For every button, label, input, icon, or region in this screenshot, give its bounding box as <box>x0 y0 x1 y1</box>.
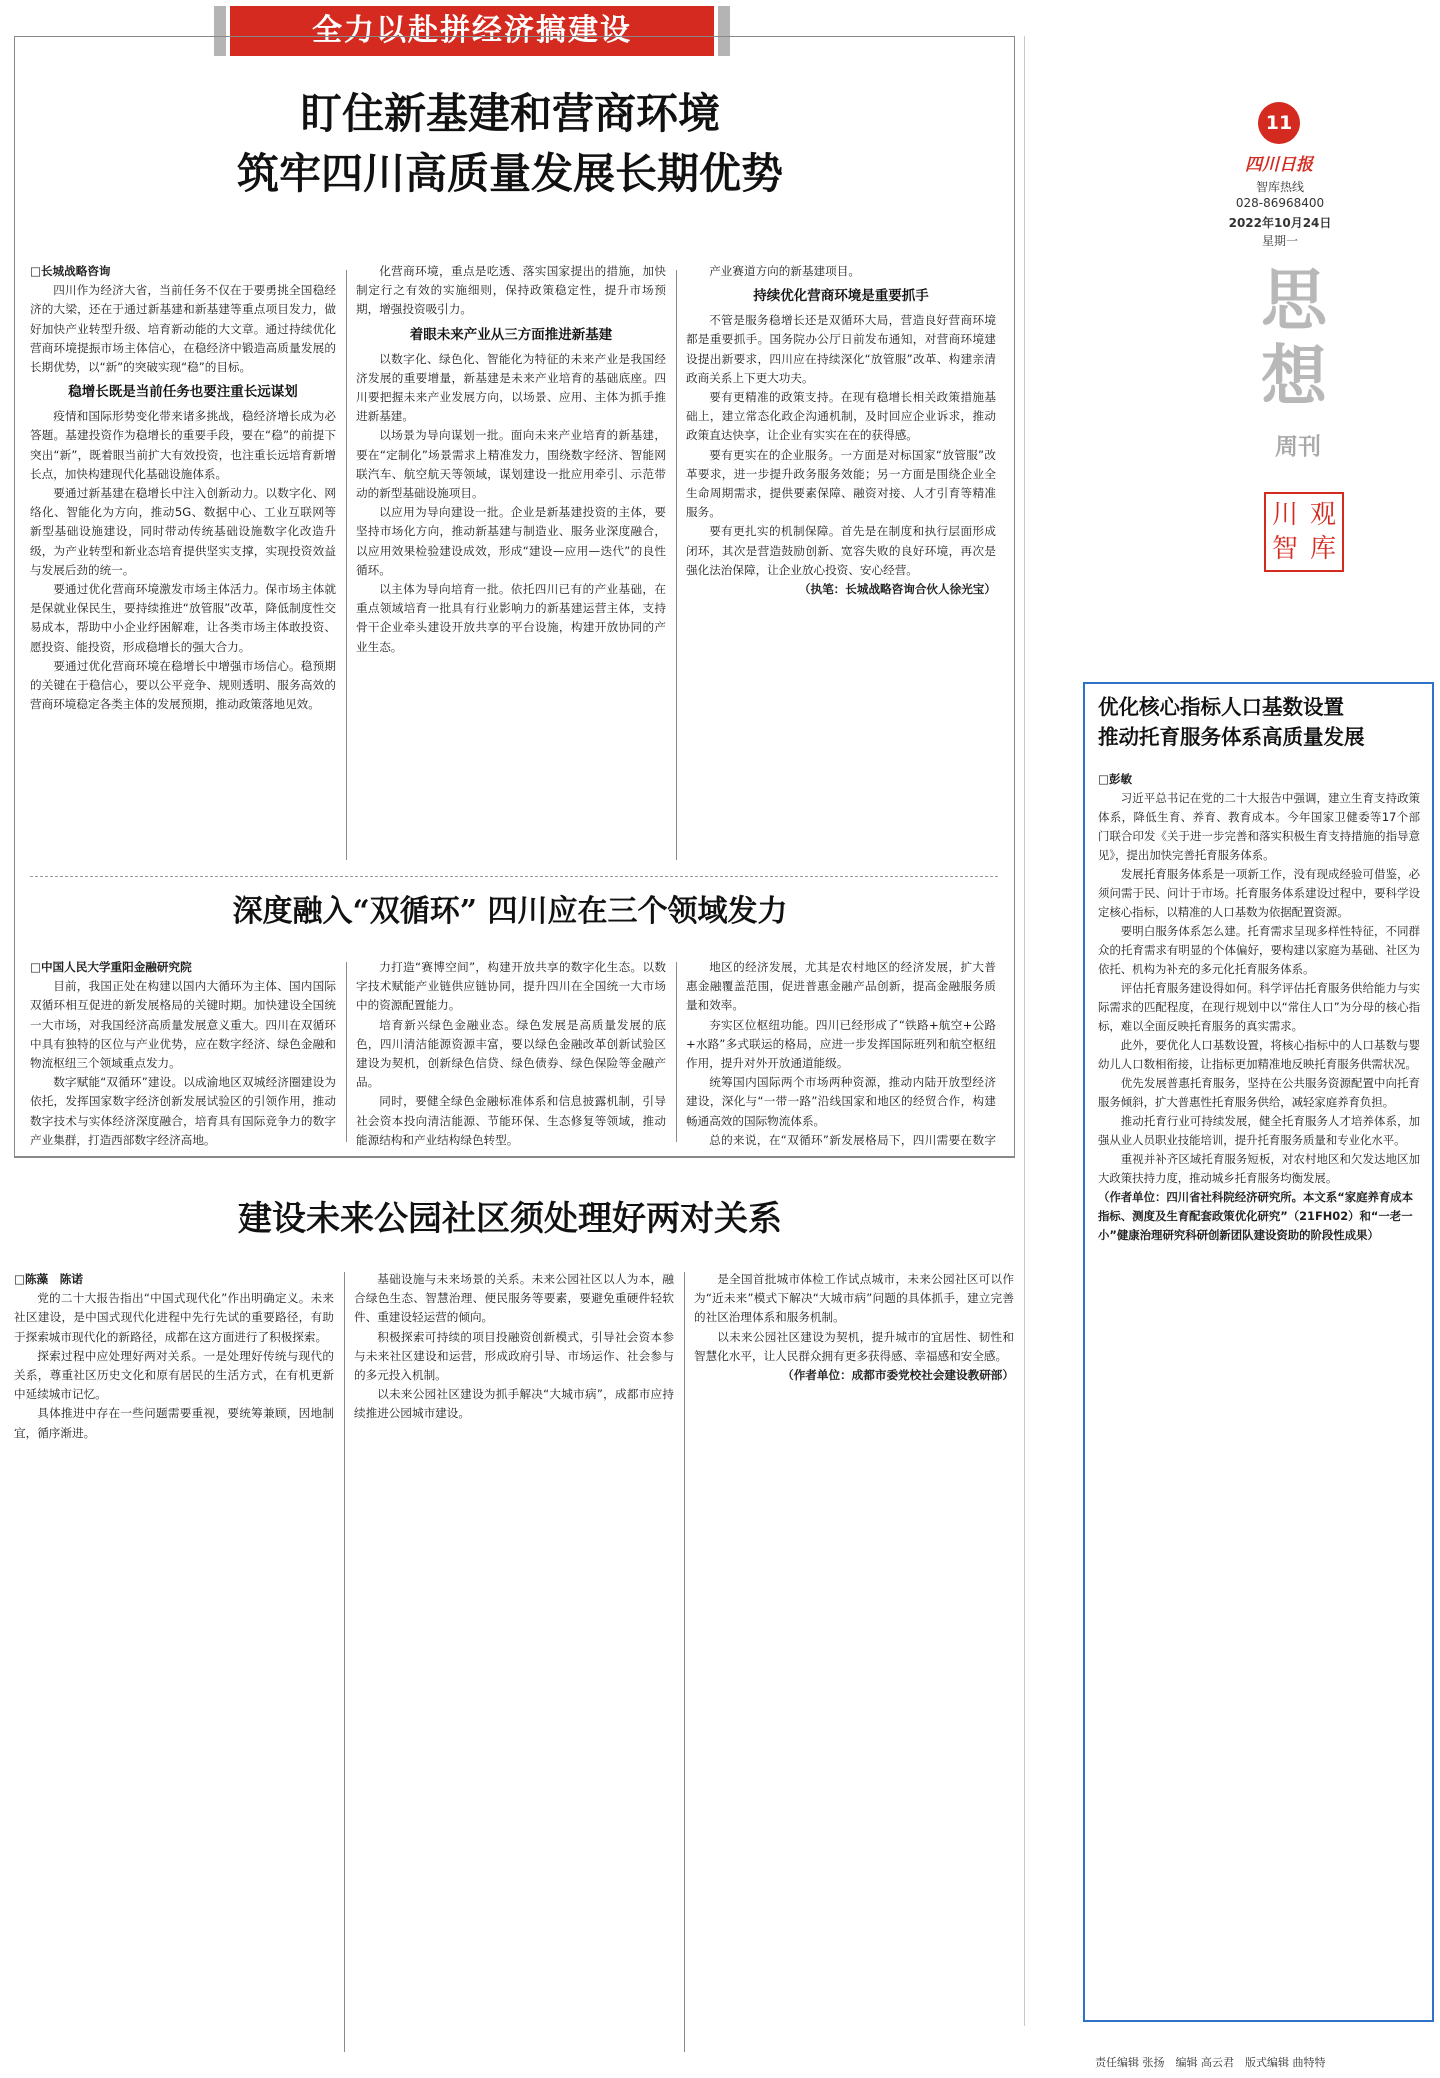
article3-column-2 <box>354 1270 674 2060</box>
article1-paragraph: 要通过优化营商环境在稳增长中增强市场信心。稳预期的关键在于稳信心，要以公平竞争、规则透明、服务高效的营商环境稳定各类主体的发展预期，推动政策落地见效。 <box>30 658 336 712</box>
article1-paragraph: 要通过优化营商环境激发市场主体活力。保市场主体就是保就业保民生，要持续推进“放管服”改革，降低制度性交易成本，帮助中小企业纾困解难，让各类市场主体敢投资、愿投资、能投资，形成稳增长的强大合力。 <box>30 582 336 654</box>
article2-paragraph: 培育新兴绿色金融业态。绿色发展是高质量发展的底色，四川清洁能源资源丰富，要以绿色金融改革创新试验区建设为契机，创新绿色信贷、绿色债券、绿色保险等金融产品。 <box>356 1017 666 1090</box>
article1-subheading: 稳增长既是当前任务也要注重长远谋划 <box>68 384 298 401</box>
article1-column-1 <box>30 262 336 870</box>
article1-paragraph: 化营商环境，重点是吃透、落实国家提出的措施，加快制定行之有效的实施细则，保持政策稳定性，提升市场预期，增强投资吸引力。 <box>356 264 666 317</box>
issue-date: 2022年10月24日 <box>1228 216 1332 230</box>
weekly-title: 思想 <box>1261 261 1327 415</box>
article1-paragraph: 四川作为经济大省，当前任务不仅在于要勇挑全国稳经济的大梁，还在于通过新基建和新基建等重点项目发力，做好加快产业转型升级、培育新动能的大文章。通过持续优化营商环境提振市场主体信心，在稳经济中锻造高质量发展的长期优势，以“新”的突破实现“稳”的目标。 <box>30 283 336 375</box>
article2-byline: □中国人民大学重阳金融研究院 <box>30 960 192 974</box>
article1-paragraph: 以主体为导向培育一批。依托四川已有的产业基础，在重点领域培育一批具有行业影响力的新基建运营主体，支持骨干企业牵头建设开放共享的平台设施，构建开放协同的产业生态。 <box>356 582 666 654</box>
hotline-label: 智库热线 <box>1255 180 1304 194</box>
article1-paragraph: 要有更精准的政策支持。在现有稳增长相关政策措施基础上，建立常态化政企沟通机制，及时回应企业诉求，推动政策直达快享，让企业有实实在在的获得感。 <box>686 390 996 443</box>
masthead-divider <box>1024 36 1025 2026</box>
article1-headline-line1: 盯住新基建和营商环境 <box>299 89 720 138</box>
article1-paragraph: 要有更扎实的机制保障。首先是在制度和执行层面形成闭环，其次是营造鼓励创新、宽容失败的良好环境，再次是强化法治保障，让企业放心投资、安心经营。 <box>686 524 996 577</box>
article3-paragraph: 基础设施与未来场景的关系。未来公园社区以人为本，融合绿色生态、智慧治理、便民服务等要素，要避免重硬件轻软件、重建设轻运营的倾向。 <box>354 1272 674 1325</box>
article2-column-2 <box>356 958 666 1148</box>
article1-paragraph: 以场景为导向谋划一批。面向未来产业培育的新基建，要在“定制化”场景需求上精准发力，围绕数字经济、智能网联汽车、航空航天等领域，谋划建设一批应用牵引、示范带动的新型基础设施项目。 <box>356 428 666 501</box>
article3-paragraph: 探索过程中应处理好两对关系。一是处理好传统与现代的关系，尊重社区历史文化和原有居民的生活方式，在有机更新中延续城市记忆。 <box>14 1348 334 1402</box>
article3-paragraph: 积极探索可持续的项目投融资创新模式，引导社会资本参与未来社区建设和运营，形成政府引导、市场运作、社会参与的多元投入机制。 <box>354 1329 674 1383</box>
main-frame-left <box>14 36 15 1156</box>
section-banner <box>230 6 714 56</box>
article3-author-note: （作者单位：成都市委党校社会建设教研部） <box>782 1368 1014 1383</box>
article2-paragraph: 目前，我国正处在构建以国内大循环为主体、国内国际双循环相互促进的新发展格局的关键时期。加快建设全国统一大市场，对我国经济高质量发展意义重大。四川在双循环中具有独特的区位与产业优势，应在数字经济、绿色金融和物流枢纽三个领域重点发力。 <box>30 979 336 1071</box>
column-divider <box>676 962 677 1142</box>
article3-column-3 <box>694 1270 1014 2060</box>
article1-author-note: （执笔：长城战略咨询合伙人徐光宝） <box>798 582 996 597</box>
article3-headline: 建设未来公园社区须处理好两对关系 <box>238 1199 782 1239</box>
article1-headline-line2: 筑牢四川高质量发展长期优势 <box>236 149 783 198</box>
article3-paragraph: 具体推进中存在一些问题需要重视，要统筹兼顾，因地制宜，循序渐进。 <box>14 1406 334 1440</box>
article1-subheading: 着眼未来产业从三方面推进新基建 <box>409 326 613 343</box>
article1-paragraph: 要通过新基建在稳增长中注入创新动力。以数字化、网络化、智能化为方向，推动5G、数据中心、工业互联网等新型基础设施建设，同时带动传统基础设施数字化改造升级，为产业转型和新业态培育提供坚实支撑，实现投资效益与发展后劲的统一。 <box>30 486 336 577</box>
column-divider <box>346 270 347 860</box>
article2-paragraph: 夯实区位枢纽功能。四川已经形成了“铁路+航空+公路+水路”多式联运的格局，应进一步发挥国际班列和航空枢纽作用，提升对外开放通道能级。 <box>686 1017 996 1071</box>
article-separator <box>30 876 998 877</box>
side-article-paragraph: 评估托育服务建设得如何。科学评估托育服务供给能力与实际需求的匹配程度，在现行规划中以“常住人口”为分母的核心指标，难以全面反映托育服务的真实需求。 <box>1098 981 1420 1033</box>
weekly-subtitle: 周刊 <box>1275 434 1321 460</box>
article2-paragraph: 总的来说，在“双循环”新发展格局下，四川需要在数字 <box>709 1132 996 1147</box>
article2-headline: 深度融入“双循环” 四川应在三个领域发力 <box>232 894 788 929</box>
side-article-body <box>1098 770 1420 2014</box>
column-logo-char: 智 <box>1271 534 1298 564</box>
article2-column-3 <box>686 958 996 1148</box>
side-article-author-note: （作者单位：四川省社科院经济研究所。本文系“家庭养育成本指标、测度及生育配套政策优化研究”（21FH02）和“一老一小”健康治理研究科研创新团队建设资助的阶段性成果） <box>1098 1190 1414 1242</box>
hotline-number: 028-86968400 <box>1235 196 1325 210</box>
editor-credits: 责任编辑 张扬 编辑 高云君 版式编辑 曲特特 <box>1095 2056 1326 2069</box>
column-logo-char: 库 <box>1309 534 1336 564</box>
article3-paragraph: 以未来公园社区建设为契机，提升城市的宜居性、韧性和智慧化水平，让人民群众拥有更多获得感、幸福感和安全感。 <box>694 1329 1014 1363</box>
article2-paragraph: 数字赋能“双循环”建设。以成渝地区双城经济圈建设为依托，发挥国家数字经济创新发展试验区的引领作用，推动数字技术与实体经济深度融合，培育具有国际竞争力的数字产业集群，打造西部数字经济高地。 <box>30 1075 336 1147</box>
side-article-title-line2: 推动托育服务体系高质量发展 <box>1098 725 1365 749</box>
article3-column-1 <box>14 1270 334 2060</box>
article3-paragraph: 党的二十大报告指出“中国式现代化”作出明确定义。未来社区建设，是中国式现代化进程中先行先试的重要路径，有助于探索城市现代化的新路径，成都在这方面进行了积极探索。 <box>14 1291 334 1344</box>
side-article-byline: □彭敏 <box>1098 772 1133 786</box>
article3-paragraph: 以未来公园社区建设为抓手解决“大城市病”，成都市应持续推进公园城市建设。 <box>354 1387 674 1421</box>
side-article-paragraph: 重视并补齐区域托育服务短板，对农村地区和欠发达地区加大政策扶持力度，推动城乡托育服务均衡发展。 <box>1098 1152 1420 1185</box>
side-article-paragraph: 此外，要优化人口基数设置，将核心指标中的人口基数与婴幼儿人口数相衔接，让指标更加精准地反映托育服务供需状况。 <box>1098 1038 1420 1071</box>
article1-byline: □长城战略咨询 <box>30 264 111 278</box>
article1-paragraph: 产业赛道方向的新基建项目。 <box>709 264 860 278</box>
article1-subheading: 持续优化营商环境是重要抓手 <box>753 288 929 305</box>
newspaper-logo: 四川日报 <box>1245 155 1313 175</box>
article1-paragraph: 不管是服务稳增长还是双循环大局，营造良好营商环境都是重要抓手。国务院办公厅日前发布通知，对营商环境建设提出新要求，四川应在持续深化“放管服”改革、构建亲清政商关系上下更大功夫。 <box>686 313 996 385</box>
page-number-badge: 11 <box>1258 102 1300 144</box>
article1-column-2 <box>356 262 666 870</box>
article2-paragraph: 地区的经济发展，尤其是农村地区的经济发展，扩大普惠金融覆盖范围，促进普惠金融产品创新，提高金融服务质量和效率。 <box>686 960 996 1013</box>
side-article-paragraph: 优先发展普惠托育服务，坚持在公共服务资源配置中向托育服务倾斜，扩大普惠性托育服务供给，减轻家庭养育负担。 <box>1098 1076 1420 1109</box>
side-article-paragraph: 推动托育行业可持续发展，健全托育服务人才培养体系，加强从业人员职业技能培训，提升托育服务质量和专业化水平。 <box>1098 1114 1420 1147</box>
article3-byline: □陈藻 陈诺 <box>14 1272 83 1286</box>
article2-column-1 <box>30 958 336 1148</box>
article2-paragraph: 统筹国内国际两个市场两种资源，推动内陆开放型经济建设，深化与“一带一路”沿线国家和地区的经贸合作，构建畅通高效的国际物流体系。 <box>686 1075 996 1128</box>
column-divider <box>684 1272 685 2052</box>
article1-paragraph: 疫情和国际形势变化带来诸多挑战，稳经济增长成为必答题。基建投资作为稳增长的重要手段，要在“稳”的前提下突出“新”，既着眼当前扩大有效投资，也注重长远培育新增长点，加快构建现代化基础设施体系。 <box>30 409 336 481</box>
side-article-paragraph: 要明白服务体系怎么建。托育需求呈现多样性特征，不同群众的托育需求有明显的个体偏好，要构建以家庭为基础、社区为依托、机构为补充的多元化托育服务体系。 <box>1098 924 1420 976</box>
banner-ornament-left <box>214 6 226 56</box>
banner-ornament-right <box>718 6 730 56</box>
column-logo-char: 川 <box>1271 500 1298 530</box>
article1-paragraph: 要有更实在的企业服务。一方面是对标国家“放管服”改革要求，进一步提升政务服务效能；另一方面是围绕企业全生命周期需求，提供要素保障、融资对接、人才引育等精准服务。 <box>686 447 996 520</box>
column-logo-char: 观 <box>1309 500 1336 530</box>
side-article-paragraph: 发展托育服务体系是一项新工作，没有现成经验可借鉴，必须问需于民、问计于市场。托育服务体系建设过程中，要科学设定核心指标，以精准的人口基数为依据配置资源。 <box>1098 867 1420 919</box>
section-banner-text: 全力以赴拼经济搞建设 <box>312 13 632 48</box>
article2-paragraph: 力打造“赛博空间”，构建开放共享的数字化生态。以数字技术赋能产业链供应链协同，提升四川在全国统一大市场中的资源配置能力。 <box>356 960 666 1013</box>
issue-weekday: 星期一 <box>1261 234 1298 248</box>
column-divider <box>676 270 677 860</box>
side-article-paragraph: 习近平总书记在党的二十大报告中强调，建立生育支持政策体系，降低生育、养育、教育成本。今年国家卫健委等17个部门联合印发《关于进一步完善和落实积极生育支持措施的指导意见》，提出加快完善托育服务体系。 <box>1098 791 1420 862</box>
article1-paragraph: 以应用为导向建设一批。企业是新基建投资的主体，要坚持市场化方向，推动新基建与制造业、服务业深度融合，以应用效果检验建设成效，形成“建设—应用—迭代”的良性循环。 <box>356 505 666 577</box>
main-frame-bottom <box>14 1156 1015 1158</box>
side-article-title <box>1098 692 1423 752</box>
article3-paragraph: 是全国首批城市体检工作试点城市，未来公园社区可以作为“近未来”模式下解决“大城市病”问题的具体抓手，建立完善的社区治理体系和服务机制。 <box>694 1272 1014 1325</box>
article1-paragraph: 以数字化、绿色化、智能化为特征的未来产业是我国经济发展的重要增量，新基建是未来产业培育的基础底座。四川要把握未来产业发展方向，以场景、应用、主体为抓手推进新基建。 <box>356 351 666 424</box>
main-frame-right <box>1014 36 1015 1156</box>
article2-paragraph: 同时，要健全绿色金融标准体系和信息披露机制，引导社会资本投向清洁能源、节能环保、生态修复等领域，推动能源结构和产业结构绿色转型。 <box>356 1094 666 1147</box>
article1-headline <box>40 84 980 204</box>
article1-column-3 <box>686 262 996 870</box>
column-divider <box>344 1272 345 2052</box>
side-article-title-line1: 优化核心指标人口基数设置 <box>1098 695 1344 719</box>
column-divider <box>346 962 347 1142</box>
column-logo <box>1264 492 1344 572</box>
top-frame-line <box>14 36 1014 37</box>
